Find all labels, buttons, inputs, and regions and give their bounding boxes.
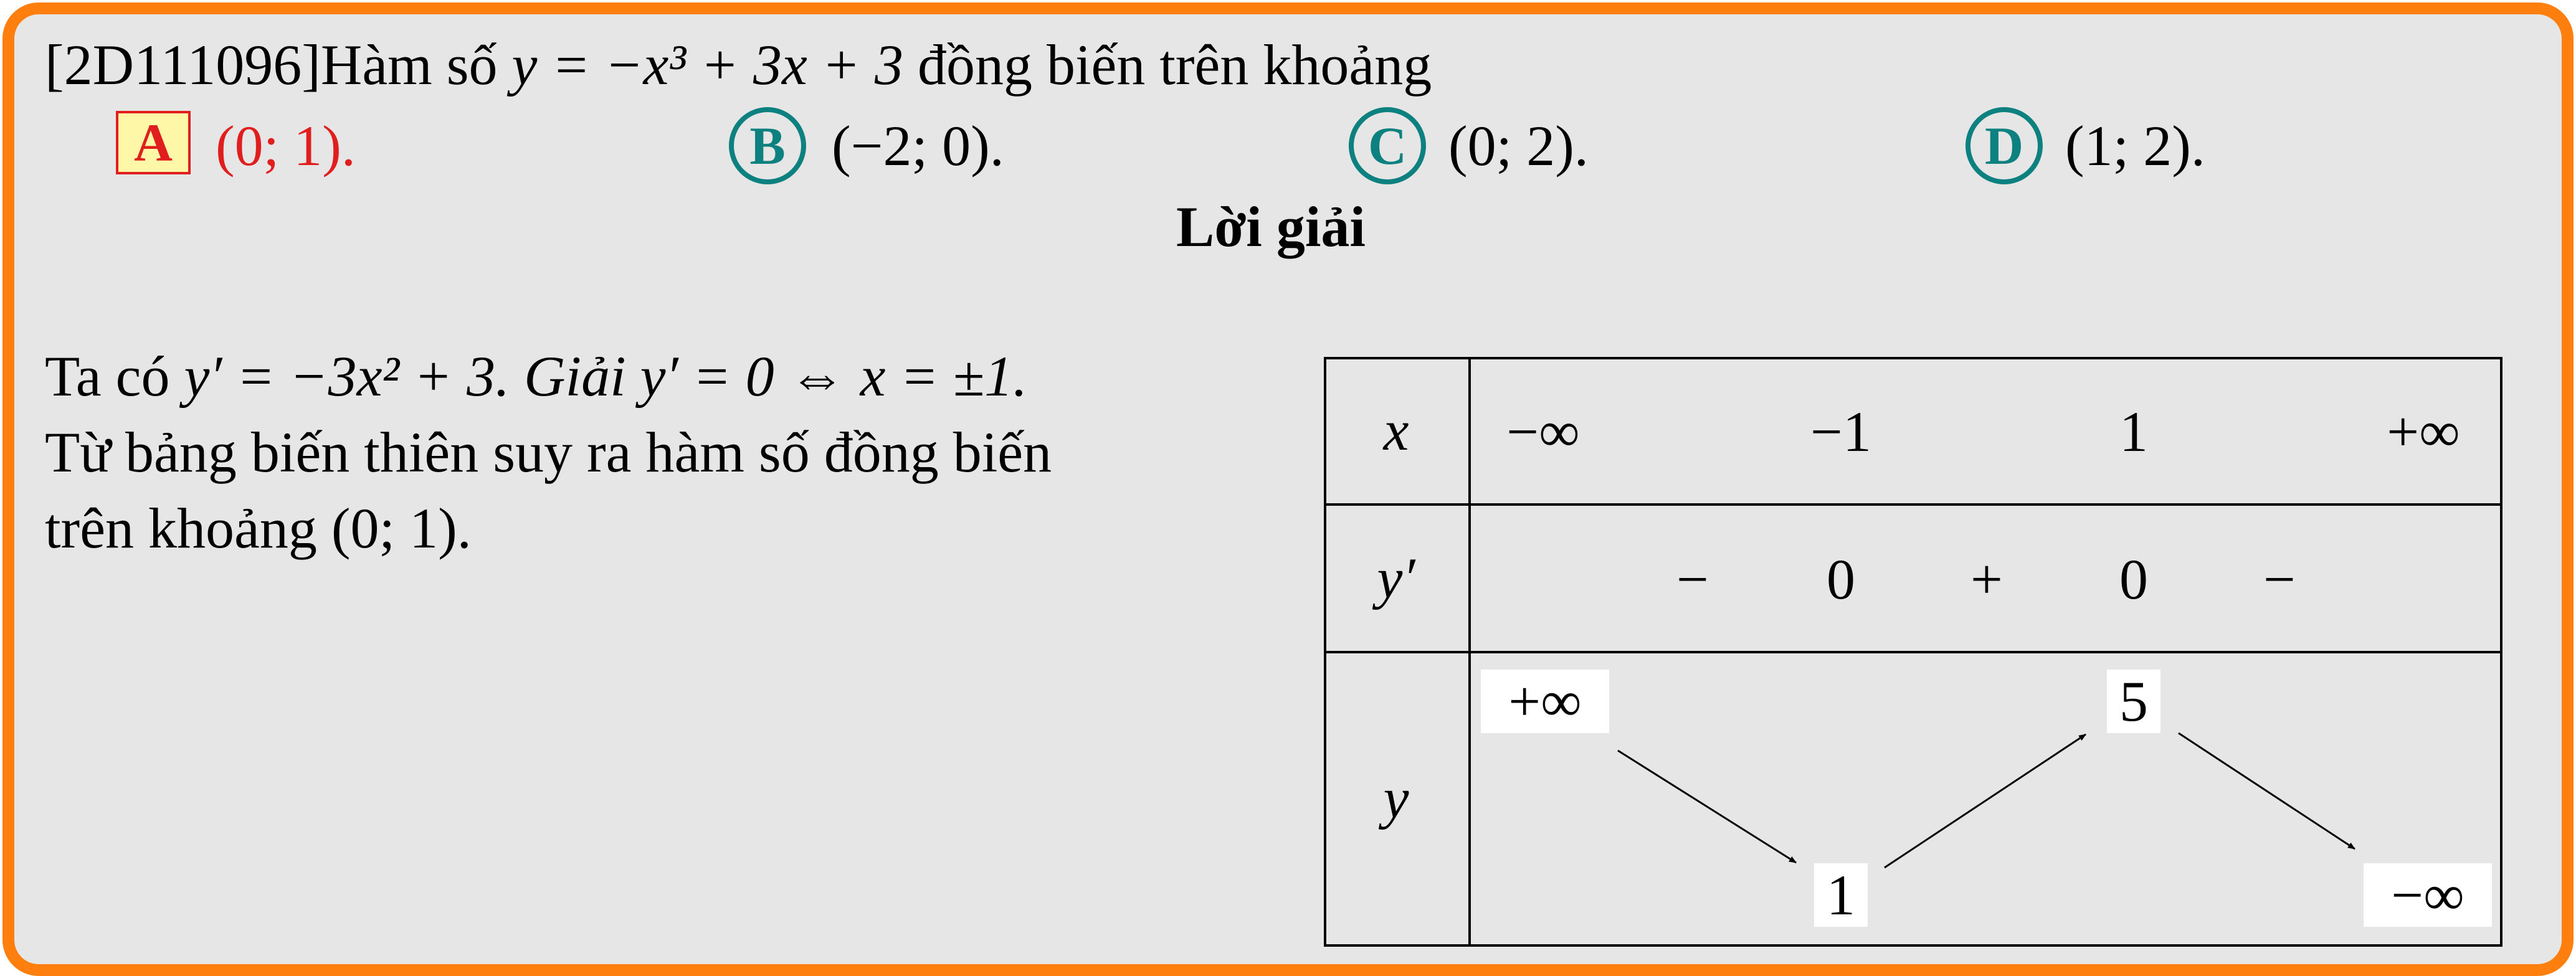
choice-d-text[interactable]: (1; 2).	[2065, 114, 2205, 178]
row-label-yprime: y′	[1377, 546, 1415, 610]
variation-arrows	[1324, 357, 2502, 947]
derivative-zero: 0	[1827, 547, 1855, 611]
row-label-x: x	[1383, 399, 1409, 462]
variation-table	[1324, 357, 2502, 947]
derivative-formula: y′ = −3x² + 3. Giải y′ = 0 ⇔ x = ±1.	[184, 344, 1028, 408]
y-max-value: 5	[2107, 670, 2160, 733]
stem-prefix: Hàm số	[320, 33, 498, 97]
x-value: −1	[1810, 400, 1871, 463]
choice-a-mark[interactable]: A	[116, 111, 191, 174]
arrow-decreasing	[1618, 751, 1796, 863]
question-stem	[45, 33, 1432, 97]
arrow-decreasing	[2179, 733, 2355, 849]
derivative-zero: 0	[2119, 547, 2148, 611]
derivative-sign: −	[1676, 547, 1709, 611]
stem-suffix: đồng biến trên khoảng	[917, 33, 1432, 97]
choice-a-text[interactable]: (0; 1).	[216, 114, 356, 178]
solution-line-3: trên khoảng (0; 1).	[45, 496, 472, 560]
choice-c-text[interactable]: (0; 2).	[1448, 114, 1589, 178]
row-label-y: y	[1383, 766, 1409, 830]
solution-heading: Lời giải	[1176, 195, 1366, 258]
x-value: +∞	[2387, 400, 2460, 463]
y-end-value: −∞	[2364, 863, 2492, 927]
solution-line-2: Từ bảng biến thiên suy ra hàm số đồng biến	[45, 420, 1052, 484]
arrow-increasing	[1884, 734, 2086, 868]
stem-formula: y = −x³ + 3x + 3	[511, 33, 903, 97]
y-start-value: +∞	[1481, 670, 1609, 733]
x-value: 1	[2119, 400, 2148, 463]
choice-d-mark[interactable]: D	[1965, 107, 2043, 184]
choice-b-mark[interactable]: B	[729, 107, 806, 184]
choice-b-text[interactable]: (−2; 0).	[832, 114, 1004, 178]
derivative-sign: −	[2263, 547, 2296, 611]
y-min-value: 1	[1814, 863, 1868, 927]
solution-line-1: Ta có y′ = −3x² + 3. Giải y′ = 0 ⇔ x = ±1.	[45, 344, 1028, 408]
question-code: [2D111096]	[45, 33, 321, 97]
derivative-sign: +	[1970, 547, 2003, 611]
choice-c-mark[interactable]: C	[1349, 107, 1426, 184]
x-value: −∞	[1506, 400, 1580, 463]
